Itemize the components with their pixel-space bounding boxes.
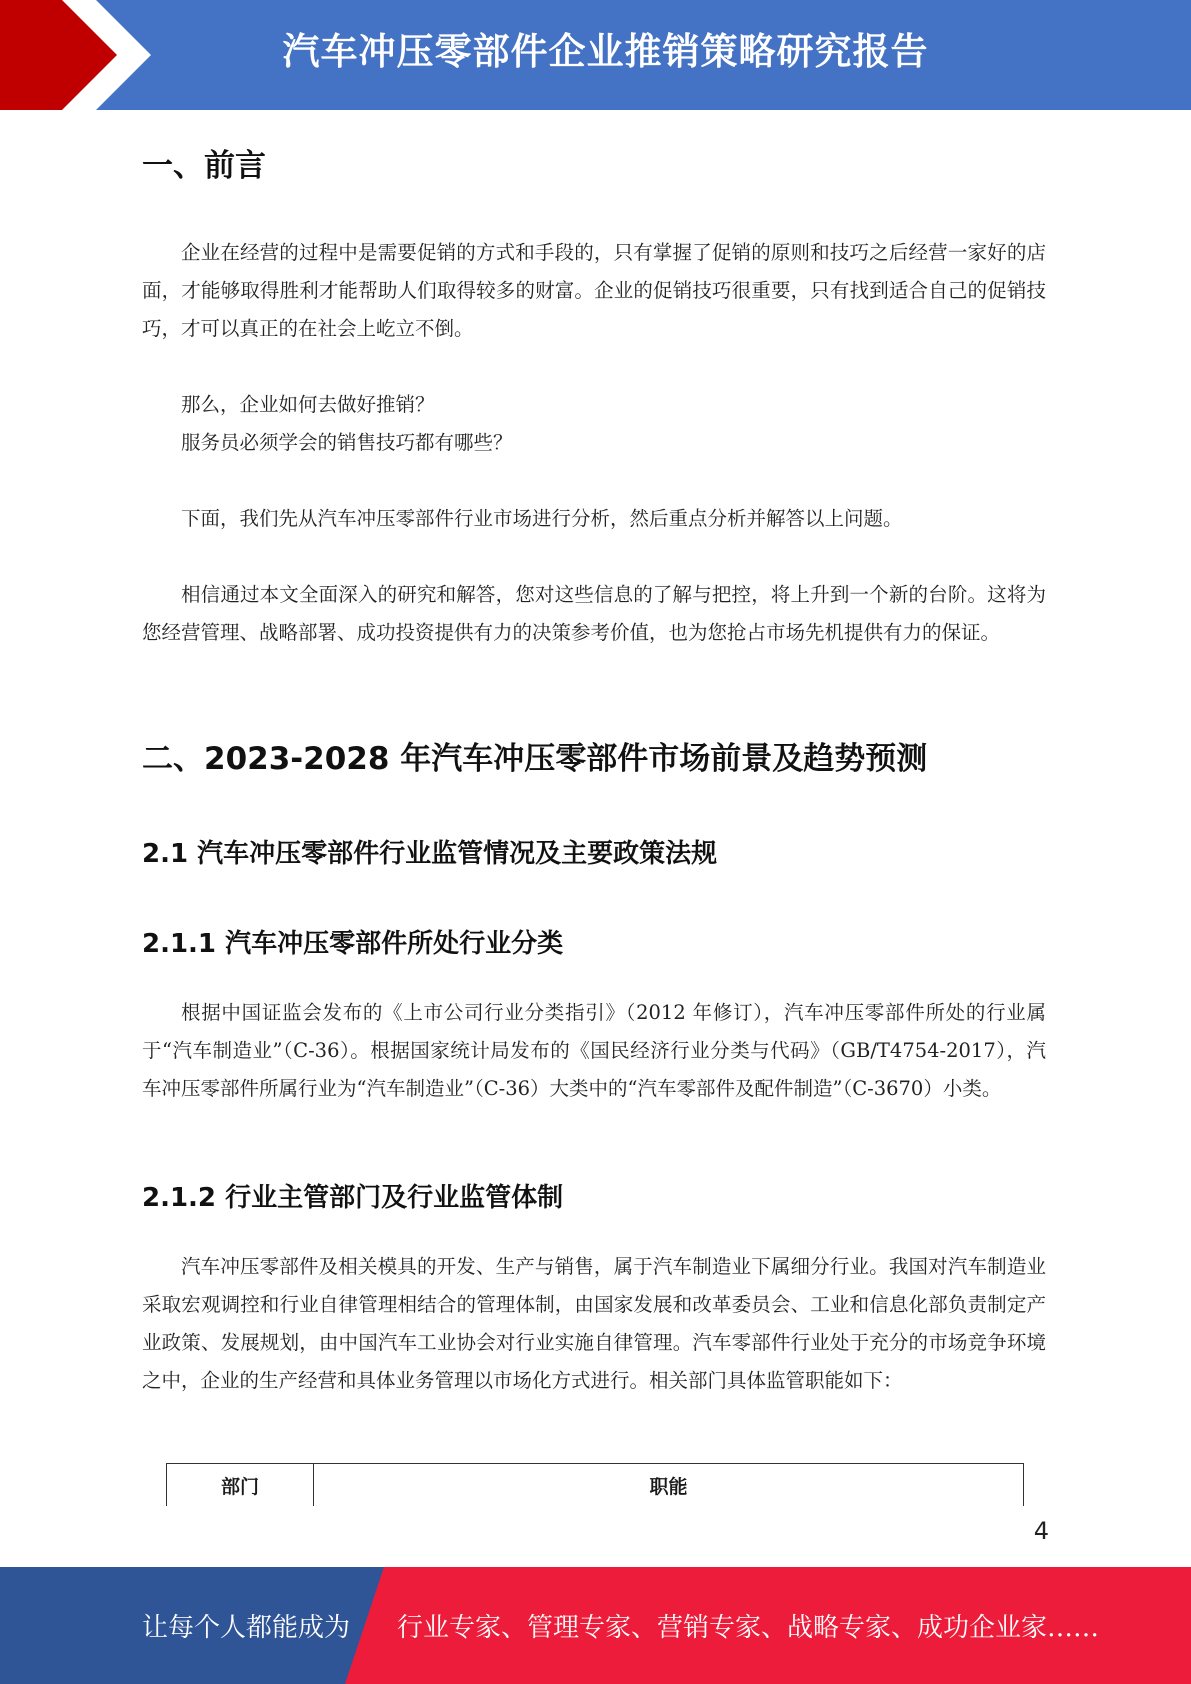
- footer-slogan-right: 行业专家、管理专家、营销专家、战略专家、成功企业家……: [397, 1613, 1100, 1643]
- table-header-row: [167, 1464, 1024, 1507]
- preface-question-2: 服务员必须学会的销售技巧都有哪些？: [181, 431, 513, 454]
- preface-paragraph-2: 下面，我们先从汽车冲压零部件行业市场进行分析，然后重点分析并解答以上问题。: [181, 507, 903, 530]
- supervision-table: [166, 1463, 1024, 1506]
- table-header-department: 部门: [167, 1464, 314, 1507]
- preface-question-1: 那么，企业如何去做好推销？: [181, 393, 435, 416]
- table-header-function: 职能: [314, 1464, 1024, 1507]
- report-title: 汽车冲压零部件企业推销策略研究报告: [282, 30, 929, 73]
- footer-banner: [0, 1567, 1191, 1684]
- section-2-1-1-heading: 2.1.1 汽车冲压零部件所处行业分类: [142, 929, 564, 959]
- preface-paragraph-3: 相信通过本文全面深入的研究和解答，您对这些信息的了解与把控，将上升到一个新的台阶。这将为您经营管理、战略部署、成功投资提供有力的决策参考价值，也为您抢占市场先机提供有力的保证。: [142, 583, 1046, 644]
- preface-heading: 一、前言: [142, 148, 266, 184]
- page-number: 4: [1033, 1517, 1049, 1545]
- forecast-heading: 二、2023-2028 年汽车冲压零部件市场前景及趋势预测: [142, 741, 928, 777]
- section-2-1-heading: 2.1 汽车冲压零部件行业监管情况及主要政策法规: [142, 839, 718, 869]
- footer-slogan-left: 让每个人都能成为: [142, 1613, 351, 1643]
- section-2-1-2-heading: 2.1.2 行业主管部门及行业监管体制: [142, 1183, 564, 1213]
- preface-paragraph-1: 企业在经营的过程中是需要促销的方式和手段的，只有掌握了促销的原则和技巧之后经营一家好的店面，才能够取得胜利才能帮助人们取得较多的财富。企业的促销技巧很重要，只有找到适合自己的促销技巧，才可以真正的在社会上屹立不倒。: [142, 241, 1046, 340]
- section-2-1-2-paragraph: 汽车冲压零部件及相关模具的开发、生产与销售，属于汽车制造业下属细分行业。我国对汽车制造业采取宏观调控和行业自律管理相结合的管理体制，由国家发展和改革委员会、工业和信息化部负责制定产业政策、发展规划，由中国汽车工业协会对行业实施自律管理。汽车零部件行业处于充分的市场竞争环境之中，企业的生产经营和具体业务管理以市场化方式进行。相关部门具体监管职能如下：: [142, 1255, 1046, 1392]
- header-banner: [0, 0, 1191, 110]
- section-2-1-1-paragraph: 根据中国证监会发布的《上市公司行业分类指引》（2012 年修订），汽车冲压零部件所处的行业属于“汽车制造业”（C-36）。根据国家统计局发布的《国民经济行业分类与代码》（GB/T4754-2017），汽车冲压零部件所属行业为“汽车制造业”（C-36）大类中的“汽车零部件及配件制造”（C-3670）小类。: [142, 1001, 1046, 1100]
